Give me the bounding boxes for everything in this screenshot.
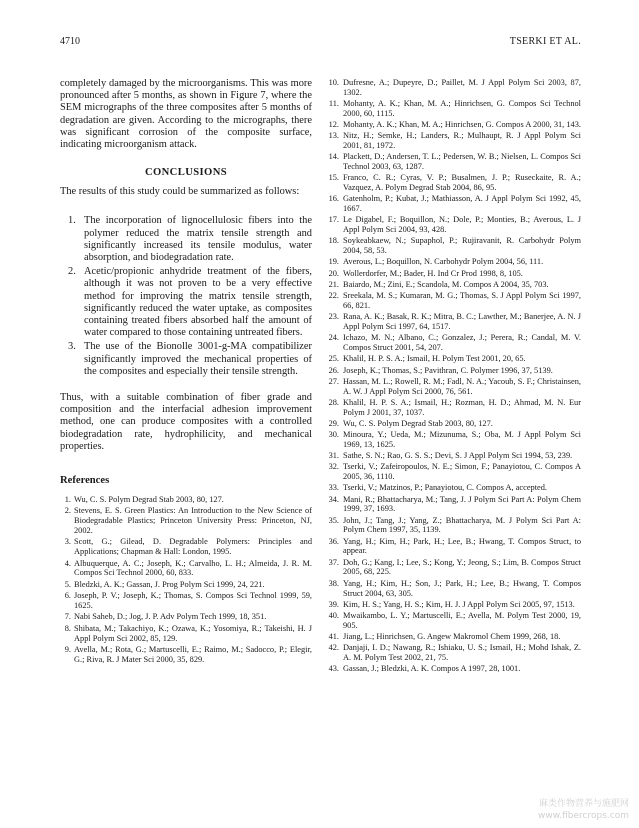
reference-number: 10. [328,78,339,87]
reference-item [326,333,581,353]
references-list-right [326,78,581,674]
conclusions-heading: CONCLUSIONS [144,167,228,179]
watermark-line: 麻类作物营养与施肥网 [538,799,629,809]
reference-item [326,430,581,450]
reference-number: 38. [328,578,339,588]
reference-number: 30. [328,430,339,440]
reference-text: Gatenholm, P.; Kubat, J.; Mathiasson, A. J Appl Polym Sci 1992, 45, 1667. [343,194,581,214]
reference-number: 2. [64,506,71,516]
reference-item [326,131,581,151]
conclusion-item [60,266,312,339]
reference-number: 16. [328,194,339,204]
conclusion-number: 2. [68,266,76,278]
conclusion-text: Acetic/propionic anhydride treatment of the fibers, although it was not proven to be a very effective method for improving the matrix tensile strength, significantly reduced the water uptake, as composites containing treated fibers absorbed half the amount of water compared to those containing untreated fibers. [84,266,312,339]
reference-text: Avella, M.; Rota, G.; Martuscelli, E.; Raimo, M.; Sadocco, P.; Elegir, G.; Riva, R. J Mater Sci 2000, 35, 829. [74,644,312,664]
reference-item [60,591,312,611]
watermark [538,798,629,822]
reference-number: 26. [328,365,339,375]
reference-text: Baiardo, M.; Zini, E.; Scandola, M. Compos A 2004, 35, 703. [343,279,549,289]
reference-item [326,558,581,578]
reference-number: 12. [328,120,339,130]
reference-item [326,462,581,482]
reference-text: Minoura, Y.; Ueda, M.; Mizunuma, S.; Oba, M. J Appl Polym Sci 1969, 13, 1625. [343,430,581,449]
reference-number: 19. [328,257,339,267]
reference-text: Tserki, V.; Zafeiropoulos, N. E.; Simon, F.; Panayiotou, C. Compos A 2005, 36, 1110. [343,462,581,482]
reference-item [326,354,581,364]
reference-text: Bledzki, A. K.; Gassan, J. Prog Polym Sci 1999, 24, 221. [74,579,265,589]
reference-text: Joseph, K.; Thomas, S.; Pavithran, C. Polymer 1996, 37, 5139. [343,365,553,375]
reference-number: 22. [328,291,339,301]
reference-item [326,366,581,376]
reference-item [60,624,312,644]
reference-item [326,419,581,429]
reference-number: 33. [328,483,339,493]
reference-number: 21. [328,279,339,289]
reference-text: Kim, H. S.; Yang, H. S.; Kim, H. J. J Appl Polym Sci 2005, 97, 1513. [343,599,575,609]
reference-number: 35. [328,515,339,525]
reference-number: 8. [64,623,71,633]
reference-number: 40. [328,610,339,620]
reference-number: 43. [328,664,339,674]
reference-text: Doh, G.; Kang, I.; Lee, S.; Kong, Y.; Jeong, S.; Lim, B. Compos Struct 2005, 68, 225. [343,557,581,577]
reference-text: Ichazo, M. N.; Albano, C.; Gonzalez, J.; Perera, R.; Candal, M. V. Compos Struct 2001, 54, 207. [343,333,581,353]
reference-text: Franco, C. R.; Cyras, V. P.; Busalmen, J. P.; Ruseckaite, R. A.; Vazquez, A. Polym Degrad Stab 2004, 86, 95. [343,173,581,193]
reference-item [60,580,312,590]
reference-number: 32. [328,462,339,472]
reference-text: Khalil, H. P. S. A.; Ismail, H. Polym Test 2001, 20, 65. [343,354,526,364]
reference-number: 39. [328,599,339,609]
reference-text: Plackett, D.; Andersen, T. L.; Pedersen, W. B.; Nielsen, L. Compos Sci Technol 2003, 63, 1287. [343,152,581,172]
reference-number: 41. [328,632,339,641]
reference-text: Rana, A. K.; Basak, R. K.; Mitra, B. C.; Lawther, M.; Banerjee, A. N. J Appl Polym Sci 1997, 64, 1517. [343,312,581,332]
reference-text: Wu, C. S. Polym Degrad Stab 2003, 80, 127. [74,495,224,505]
reference-text: Le Digabel, F.; Boquillon, N.; Dole, P.; Monties, B.; Averous, L. J Appl Polym Sci 2004, 93, 428. [343,215,581,235]
reference-text: Soykeabkaew, N.; Supaphol, P.; Rujiravanit, R. Carbohydr Polym 2004, 58, 53. [343,236,581,256]
reference-text: Mwaikambo, L. Y.; Martuscelli, E.; Avella, M. Polym Test 2000, 19, 905. [343,610,581,630]
reference-text: Scott, G.; Gilead, D. Degradable Polymers: Principles and Applications; Chapman & Hall: London, 1995. [74,537,312,557]
reference-number: 34. [328,494,339,504]
reference-text: Sathe, S. N.; Rao, G. S. S.; Devi, S. J Appl Polym Sci 1994, 53, 239. [343,451,573,461]
reference-item [326,398,581,418]
reference-text: Joseph, P. V.; Joseph, K.; Thomas, S. Compos Sci Technol 1999, 59, 1625. [74,591,312,611]
reference-number: 24. [328,333,339,343]
reference-text: Danjaji, I. D.; Nawang, R.; Ishiaku, U. S.; Ismail, H.; Mohd Ishak, Z. A. M. Polym Test 2002, 21, 75. [343,643,581,663]
conclusion-item [60,215,312,264]
conclusion-text: The use of the Bionolle 3001-g-MA compatibilizer significantly improved the mechanical properties of the composites and especially their tensile strength. [84,341,312,377]
reference-text: Stevens, E. S. Green Plastics: An Introduction to the New Science of Biodegradable Plastics; Princeton University Press: Princeton, NJ, 2002. [74,506,312,536]
reference-number: 17. [328,215,339,225]
reference-number: 42. [328,643,339,653]
reference-text: Mohanty, A. K.; Khan, M. A.; Hinrichsen, G. Compos Sci Technol 2000, 60, 1115. [343,99,581,118]
reference-number: 28. [328,397,339,407]
conclusion-text: The incorporation of lignocellulosic fibers into the polymer reduced the matrix tensile strength and significantly increased its tensile modulus, water absorption, and biodegradation rate. [84,215,312,264]
reference-item [326,611,581,631]
reference-item [326,600,581,610]
reference-item [326,280,581,290]
reference-text: Yang, H.; Kim, H.; Son, J.; Park, H.; Lee, B.; Hwang, T. Compos Struct 2004, 63, 305. [343,578,581,598]
reference-text: Mohanty, A. K.; Khan, M. A.; Hinrichsen, G. Compos A 2000, 31, 143. [343,120,581,130]
reference-text: Tserki, V.; Matzinos, P.; Panayiotou, C. Compos A, accepted. [343,483,547,493]
reference-item [326,78,581,98]
reference-number: 13. [328,131,339,141]
reference-item [326,483,581,493]
reference-number: 20. [328,268,339,278]
reference-item [326,516,581,536]
reference-item [60,506,312,535]
reference-text: John, J.; Tang, J.; Yang, Z.; Bhattacharya, M. J Polym Sci Part A: Polym Chem 1997, 35, 1139. [343,515,581,535]
reference-item [60,559,312,579]
conclusion-number: 3. [68,341,76,353]
reference-item [60,537,312,557]
reference-item [326,537,581,557]
reference-text: Yang, H.; Kim, H.; Park, H.; Lee, B.; Hwang, T. Compos Struct, to appear. [343,536,581,556]
closing-paragraph: Thus, with a suitable combination of fiber grade and composition and the interfacial adhesion improvement method, one can produce composites with a controlled biodegradation rate, hydrophilicity, and mechanical properties. [60,392,312,452]
references-list-left [60,495,312,665]
conclusions-list [60,215,312,378]
reference-item [326,643,581,663]
reference-text: Khalil, H. P. S. A.; Ismail, H.; Rozman, H. D.; Ahmad, M. N. Eur Polym J 2001, 37, 1037. [343,397,581,417]
reference-item [326,236,581,256]
reference-item [326,291,581,311]
reference-number: 1. [64,495,71,505]
left-column [60,78,312,666]
reference-text: Sreekala, M. S.; Kumaran, M. G.; Thomas, S. J Appl Polym Sci 1997, 66, 821. [343,291,581,310]
reference-item [326,495,581,515]
reference-number: 36. [328,536,339,546]
reference-text: Nabi Saheb, D.; Jog, J. P. Adv Polym Tech 1999, 18, 351. [74,612,267,622]
reference-number: 5. [64,579,71,589]
reference-item [326,451,581,461]
conclusions-lead: The results of this study could be summarized as follows: [60,186,300,198]
reference-text: Averous, L.; Boquillon, N. Carbohydr Polym 2004, 56, 111. [343,257,544,267]
reference-item [326,269,581,279]
intro-paragraph: completely damaged by the microorganisms. This was more pronounced after 5 months, as shown in Figure 7, where the SEM micrographs of the three composites after 5 months of degradation are given. According to the micrographs, there was significant corrosion of the composite surface, indicating microorganism attack. [60,78,312,151]
reference-number: 7. [64,612,71,622]
running-head: TSERKI ET AL. [509,36,581,47]
reference-item [326,194,581,214]
references-heading: References [60,475,110,487]
right-column [326,78,581,676]
reference-item [326,632,581,642]
reference-item [326,312,581,332]
reference-item [326,99,581,119]
reference-item [60,645,312,665]
page-number: 4710 [60,36,80,47]
reference-number: 23. [328,312,339,322]
reference-text: Dufresne, A.; Dupeyre, D.; Paillet, M. J Appl Polym Sci 2003, 87, 1302. [343,78,581,97]
reference-item [326,215,581,235]
reference-text: Mani, R.; Bhattacharya, M.; Tang, J. J Polym Sci Part A: Polym Chem 1999, 37, 1693. [343,494,581,514]
reference-number: 37. [328,557,339,567]
reference-number: 4. [64,558,71,568]
reference-number: 29. [328,418,339,428]
reference-item [326,120,581,130]
reference-number: 3. [64,537,71,547]
reference-number: 6. [64,591,71,601]
reference-number: 15. [328,173,339,183]
reference-text: Shibata, M.; Takachiyo, K.; Ozawa, K.; Yosomiya, R.; Takeishi, H. J Appl Polym Sci 2002, 85, 129. [74,623,312,643]
reference-item [326,257,581,267]
reference-item [326,152,581,172]
reference-item [326,377,581,397]
reference-text: Wollerdorfer, M.; Bader, H. Ind Cr Prod 1998, 8, 105. [343,268,523,278]
reference-item [326,173,581,193]
reference-item [326,579,581,599]
reference-number: 9. [64,644,71,654]
conclusion-number: 1. [68,215,76,227]
reference-number: 27. [328,376,339,386]
conclusion-item [60,341,312,378]
reference-number: 18. [328,236,339,246]
reference-text: Jiang, L.; Hinrichsen, G. Angew Makromol Chem 1999, 268, 18. [343,632,561,641]
reference-text: Hassan, M. L.; Rowell, R. M.; Fadl, N. A.; Yacoub, S. F.; Christainsen, A. W. J Appl Polym Sci 2000, 76, 561. [343,376,581,396]
reference-text: Gassan, J.; Bledzki, A. K. Compos A 1997, 28, 1001. [343,664,521,674]
reference-text: Albuquerque, A. C.; Joseph, K.; Carvalho, L. H.; Almeida, J. R. M. Compos Sci Technol 2000, 60, 833. [74,558,312,578]
reference-item [60,495,312,505]
reference-item [60,612,312,622]
reference-number: 14. [328,152,339,162]
reference-number: 11. [328,99,339,109]
reference-item [326,664,581,674]
reference-number: 25. [328,354,339,364]
reference-text: Nitz, H.; Semke, H.; Landers, R.; Mulhaupt, R. J Appl Polym Sci 2001, 81, 1972. [343,131,581,151]
reference-text: Wu, C. S. Polym Degrad Stab 2003, 80, 127. [343,418,493,428]
reference-number: 31. [328,451,339,461]
watermark-line: www.fibercrops.com [538,811,629,821]
